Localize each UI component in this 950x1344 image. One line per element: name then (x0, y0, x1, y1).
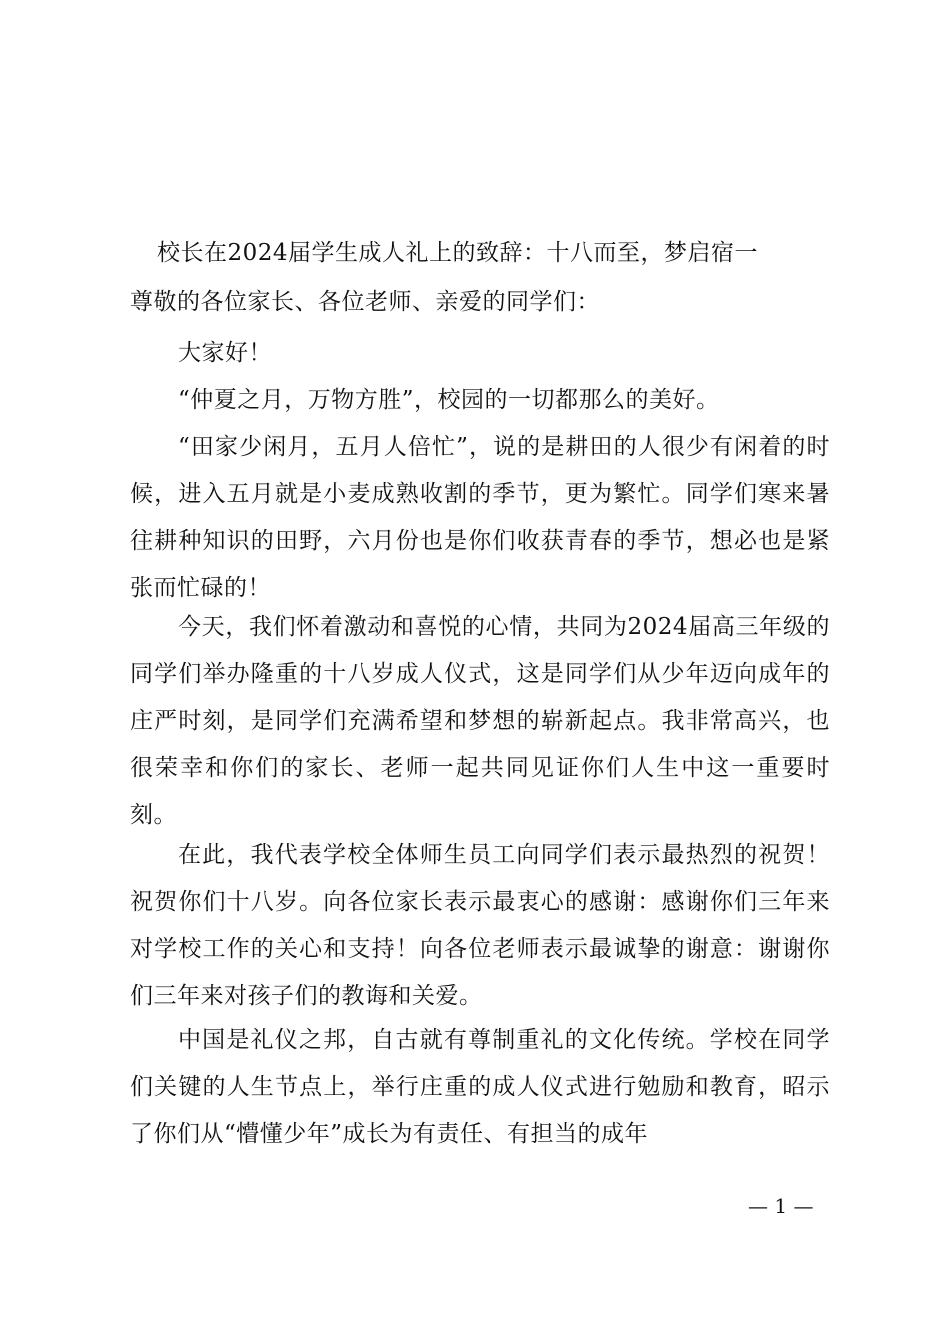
paragraph-3-block (130, 424, 830, 612)
paragraph-6: 中国是礼仪之邦，自古就有尊制重礼的文化传统。学校在同学们关键的人生节点上，举行庄重的成人仪式进行勉励和教育，昭示了你们从“懵懂少年”成长为有责任、有担当的成年 (130, 1027, 830, 1147)
salutation: 尊敬的各位家长、各位老师、亲爱的同学们： (130, 289, 600, 315)
paragraph-greeting: 大家好！ (178, 340, 272, 366)
page-number: — 1 — (748, 1194, 814, 1218)
paragraph-greeting-block (130, 330, 830, 377)
paragraph-3: “田家少闲月，五月人倍忙”，说的是耕田的人很少有闲着的时候，进入五月就是小麦成熟收割的季节，更为繁忙。同学们寒来暑往耕种知识的田野，六月份也是你们收获青春的季节，想必也是紧张而忙碌的！ (130, 434, 830, 601)
paragraph-6-block (130, 1017, 830, 1158)
paragraph-2: “仲夏之月，万物方胜”，校园的一切都那么的美好。 (178, 387, 720, 413)
document-title: 校长在2024届学生成人礼上的致辞：十八而至，梦启宿一 (157, 240, 759, 266)
paragraph-5: 在此，我代表学校全体师生员工向同学们表示最热烈的祝贺！祝贺你们十八岁。向各位家长表示最衷心的感谢：感谢你们三年来对学校工作的关心和支持！向各位老师表示最诚挚的谢意：谢谢你们三年来对孩子们的教诲和关爱。 (130, 842, 830, 1009)
paragraph-2-block (130, 377, 830, 424)
paragraph-4-block (130, 604, 830, 839)
paragraph-4: 今天，我们怀着激动和喜悦的心情，共同为2024届高三年级的同学们举办隆重的十八岁成人仪式，这是同学们从少年迈向成年的庄严时刻，是同学们充满希望和梦想的崭新起点。我非常高兴，也很荣幸和你们的家长、老师一起共同见证你们人生中这一重要时刻。 (130, 614, 830, 828)
paragraph-5-block (130, 832, 830, 1020)
